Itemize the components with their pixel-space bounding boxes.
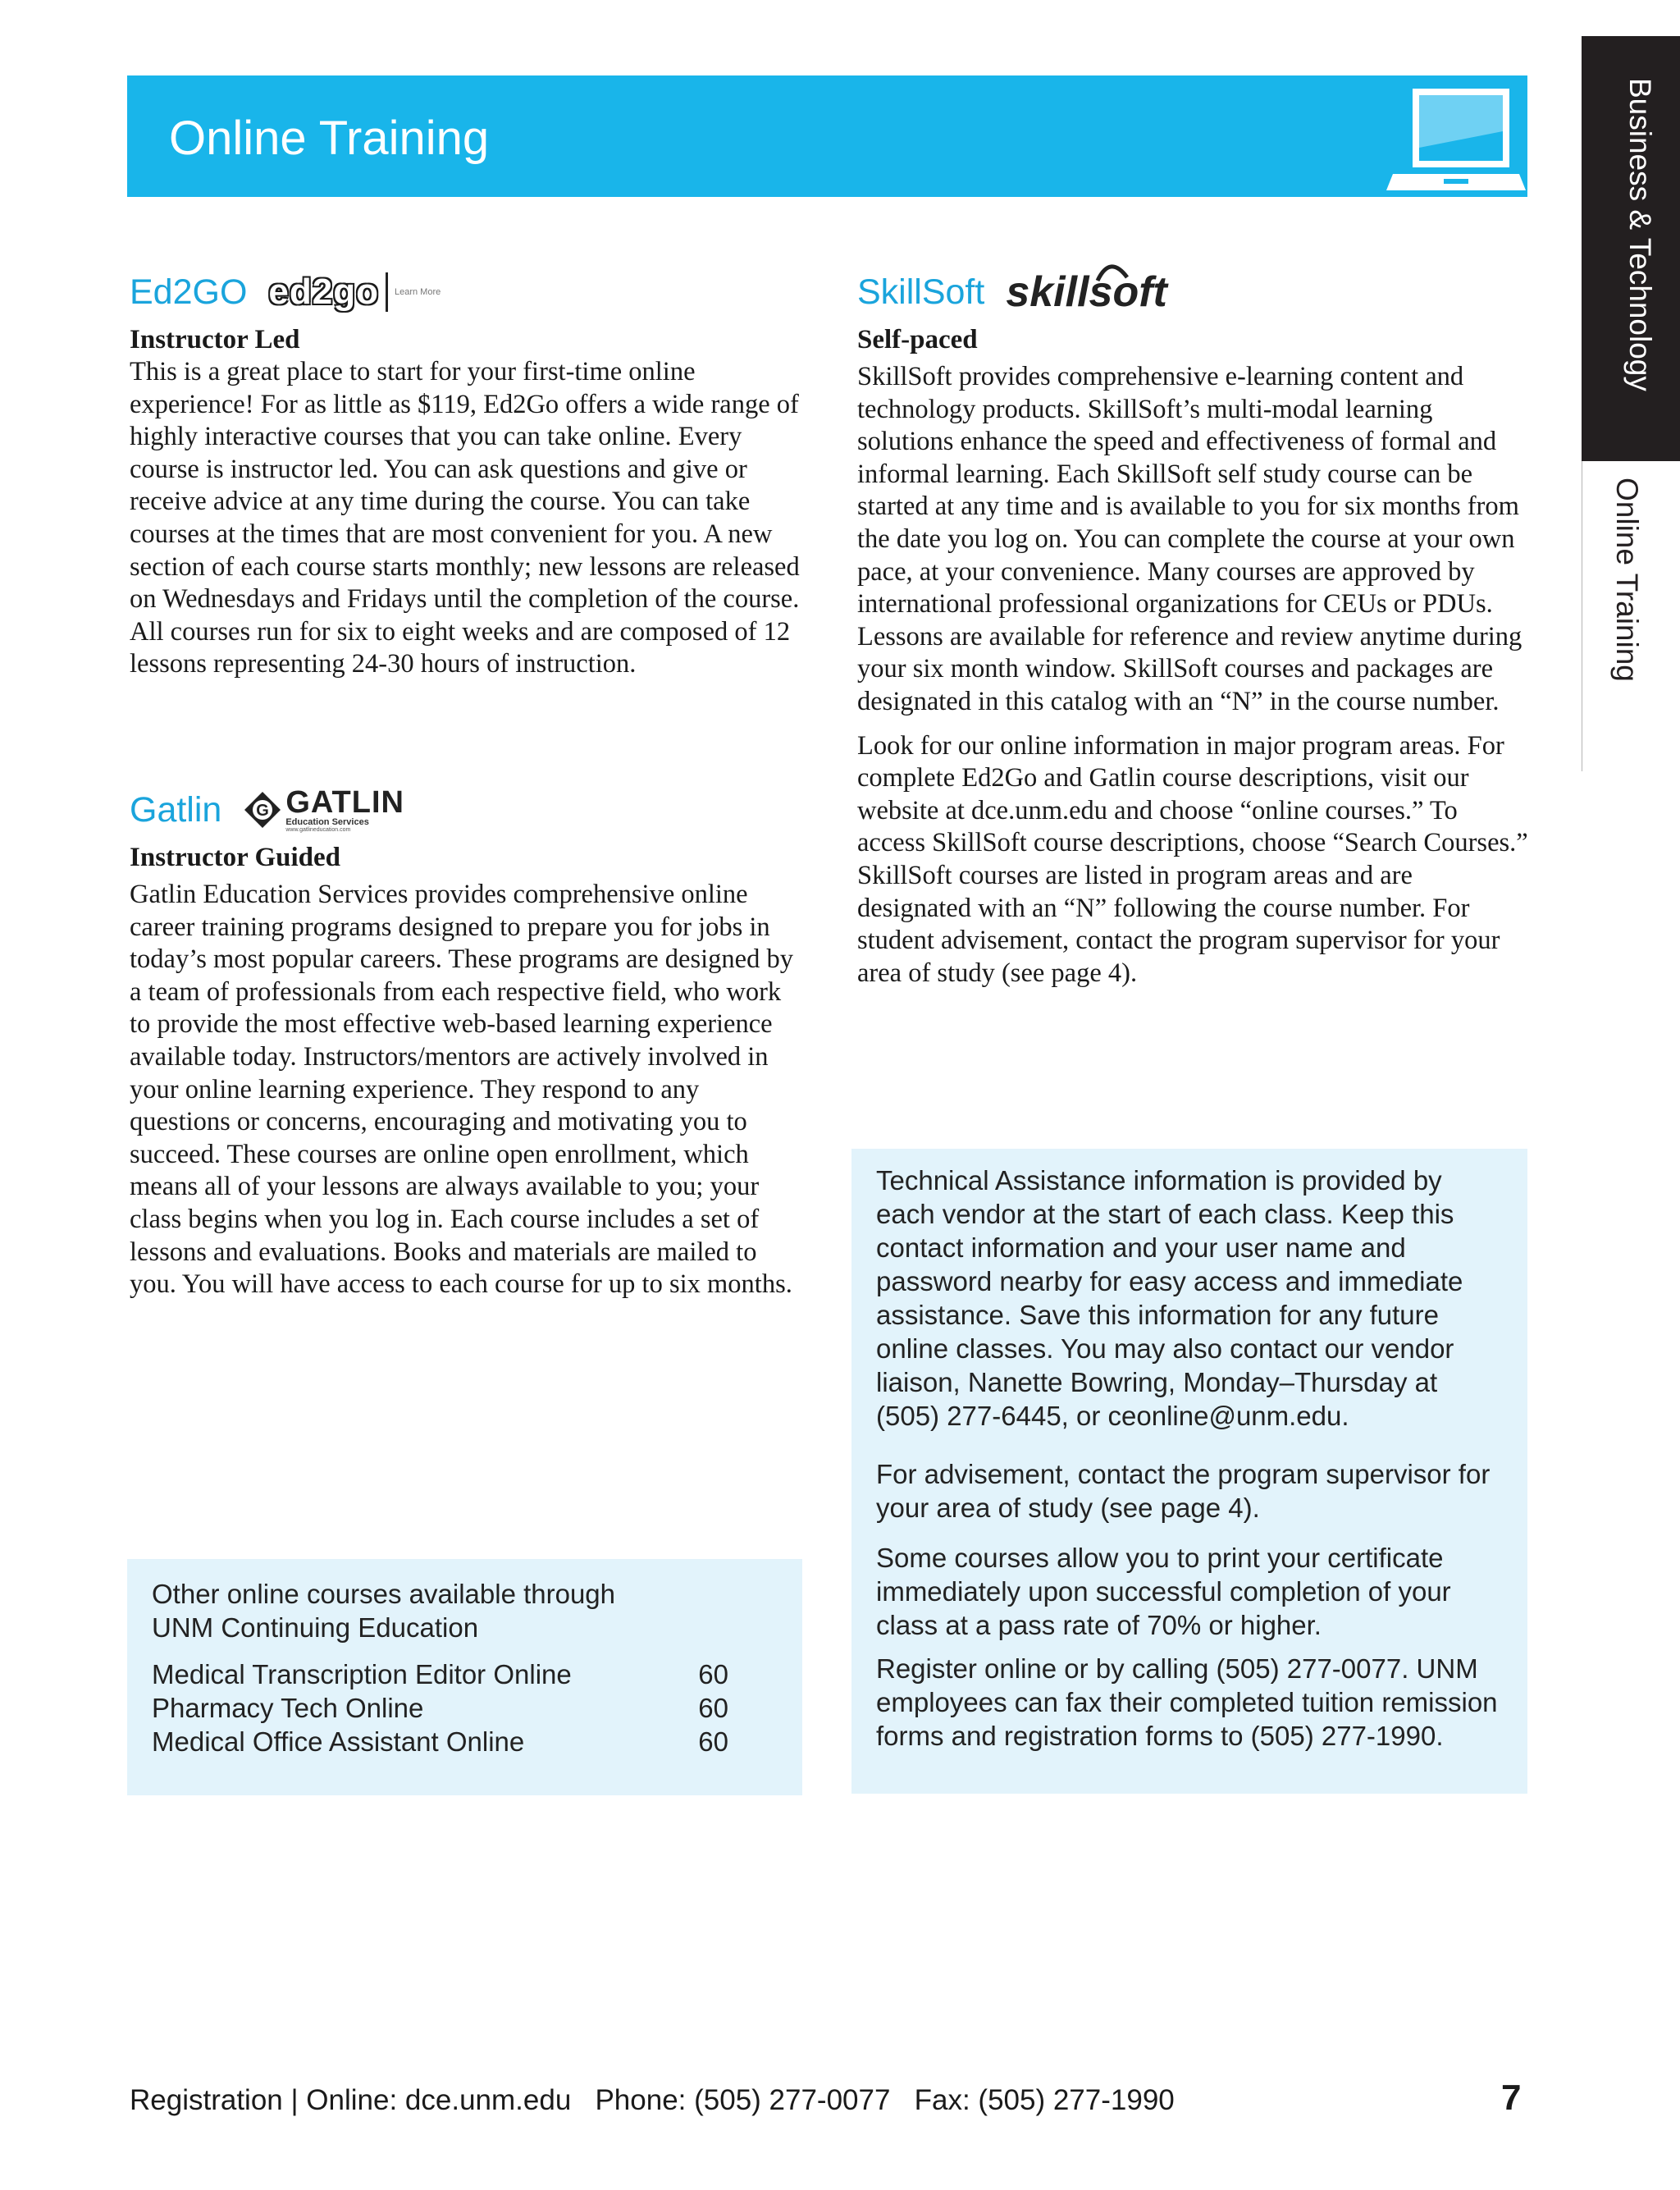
ed2go-section [130,259,802,681]
gatlin-title: Gatlin [130,789,222,830]
skillsoft-description: SkillSoft provides comprehensive e-learning content and technology products. SkillSoft’s multi-modal learning solutions enhance the speed and effectiveness of formal and informal learning. Each SkillSoft self study course can be started at any time and is available to you for six months from the date you log on. You can complete the course at your own pace, at your convenience. Many courses are approved by international professional organizations for CEUs or PDUs. Lessons are available for reference and review anytime during your six month window. SkillSoft courses and packages are designated in this catalog with an “N” in the course number. [857,362,1522,716]
ed2go-title: Ed2GO [130,272,248,312]
footer-registration: Registration | Online: dce.unm.edu Phone: (505) 277-0077 Fax: (505) 277-1990 [130,2084,1175,2116]
advisement-paragraph: For advisement, contact the program supervisor for your area of study (see page 4). [876,1459,1491,1523]
other-courses-heading: Other online courses available through UNM Continuing Education [152,1579,616,1643]
certificate-paragraph: Some courses allow you to print your certificate immediately upon successful completion of your class at a pass rate of 70% or higher. [876,1543,1451,1640]
skillsoft-title: SkillSoft [857,272,985,312]
page-title: Online Training [169,112,490,165]
other-courses-box [127,1559,802,1795]
ed2go-description: This is a great place to start for your first-time online experience! For as little as $119, Ed2Go offers a wide range of highly interactive courses that you can take online. Every course is instructor led. You can ask questions and give or receive advice at any time during the course. You can take courses at the times that are most convenient for you. A new section of each course starts monthly; new lessons are released on Wednesdays and Fridays until the completion of the course. All courses run for six to eight weeks and are composed of 12 lessons representing 24-30 hours of instruction. [130,357,800,679]
other-courses-list [152,1657,778,1758]
online-info-paragraph: Look for our online information in major program areas. For complete Ed2Go and Gatlin course descriptions, visit our website at dce.unm.edu and choose “online courses.” To access SkillSoft course descriptions, choose “Search Courses.” SkillSoft courses are listed in program areas and are designated with an “N” following the course number. For student advisement, contact the program supervisor for your area of study (see page 4). [857,730,1528,988]
skillsoft-subtitle: Self-paced [857,325,978,354]
gatlin-subtitle: Instructor Guided [130,843,341,872]
svg-text:G: G [256,802,270,820]
gatlin-logo: G GATLIN Education Services www.gatlineducation.com [243,787,404,833]
skillsoft-section [857,259,1530,990]
technical-assistance-box [851,1149,1527,1794]
side-tab-subsection: Online Training [1610,478,1644,682]
laptop-icon [1386,82,1526,197]
list-item[interactable]: Medical Transcription Editor Online 60 [152,1659,728,1689]
page-number: 7 [1501,2078,1522,2118]
headset-icon [1048,253,1171,286]
list-item[interactable]: Medical Office Assistant Online 60 [152,1726,728,1757]
ed2go-logo: ed2go Learn More [268,272,441,312]
gatlin-section [130,777,802,1301]
gatlin-description: Gatlin Education Services provides comprehensive online career training programs designed to prepare you for jobs in today’s most popular careers. These programs are designed by a team of professionals from each respective field, who work to provide the most effective web-based learning experience available today. Instructors/mentors are actively involved in your online learning experience. They respond to any questions or concerns, encouraging and motivating you to succeed. These courses are online open enrollment, which means all of your lessons are always available to you; your class begins when you log in. Each course includes a set of lessons and evaluations. Books and materials are mailed to you. You will have access to each course for up to six months. [130,880,793,1300]
register-paragraph: Register online or by calling (505) 277-0077. UNM employees can fax their completed tuition remission forms and registration forms to (505) 277-1990. [876,1653,1498,1751]
list-item[interactable]: Pharmacy Tech Online 60 [152,1693,728,1723]
side-tab-section: Business & Technology [1623,78,1657,391]
ed2go-subtitle: Instructor Led [130,325,300,354]
skillsoft-logo: skillsoft [1006,267,1167,317]
tech-assistance-paragraph: Technical Assistance information is provided by each vendor at the start of each class. Keep this contact information and your user name and password nearby for easy access and immediate assistance. Save this information for any future online classes. You may also contact our vendor liaison, Nanette Bowring, Monday–Thursday at (505) 277-6445, or ceonline@unm.edu. [876,1165,1463,1431]
gatlin-g-icon [243,790,282,830]
